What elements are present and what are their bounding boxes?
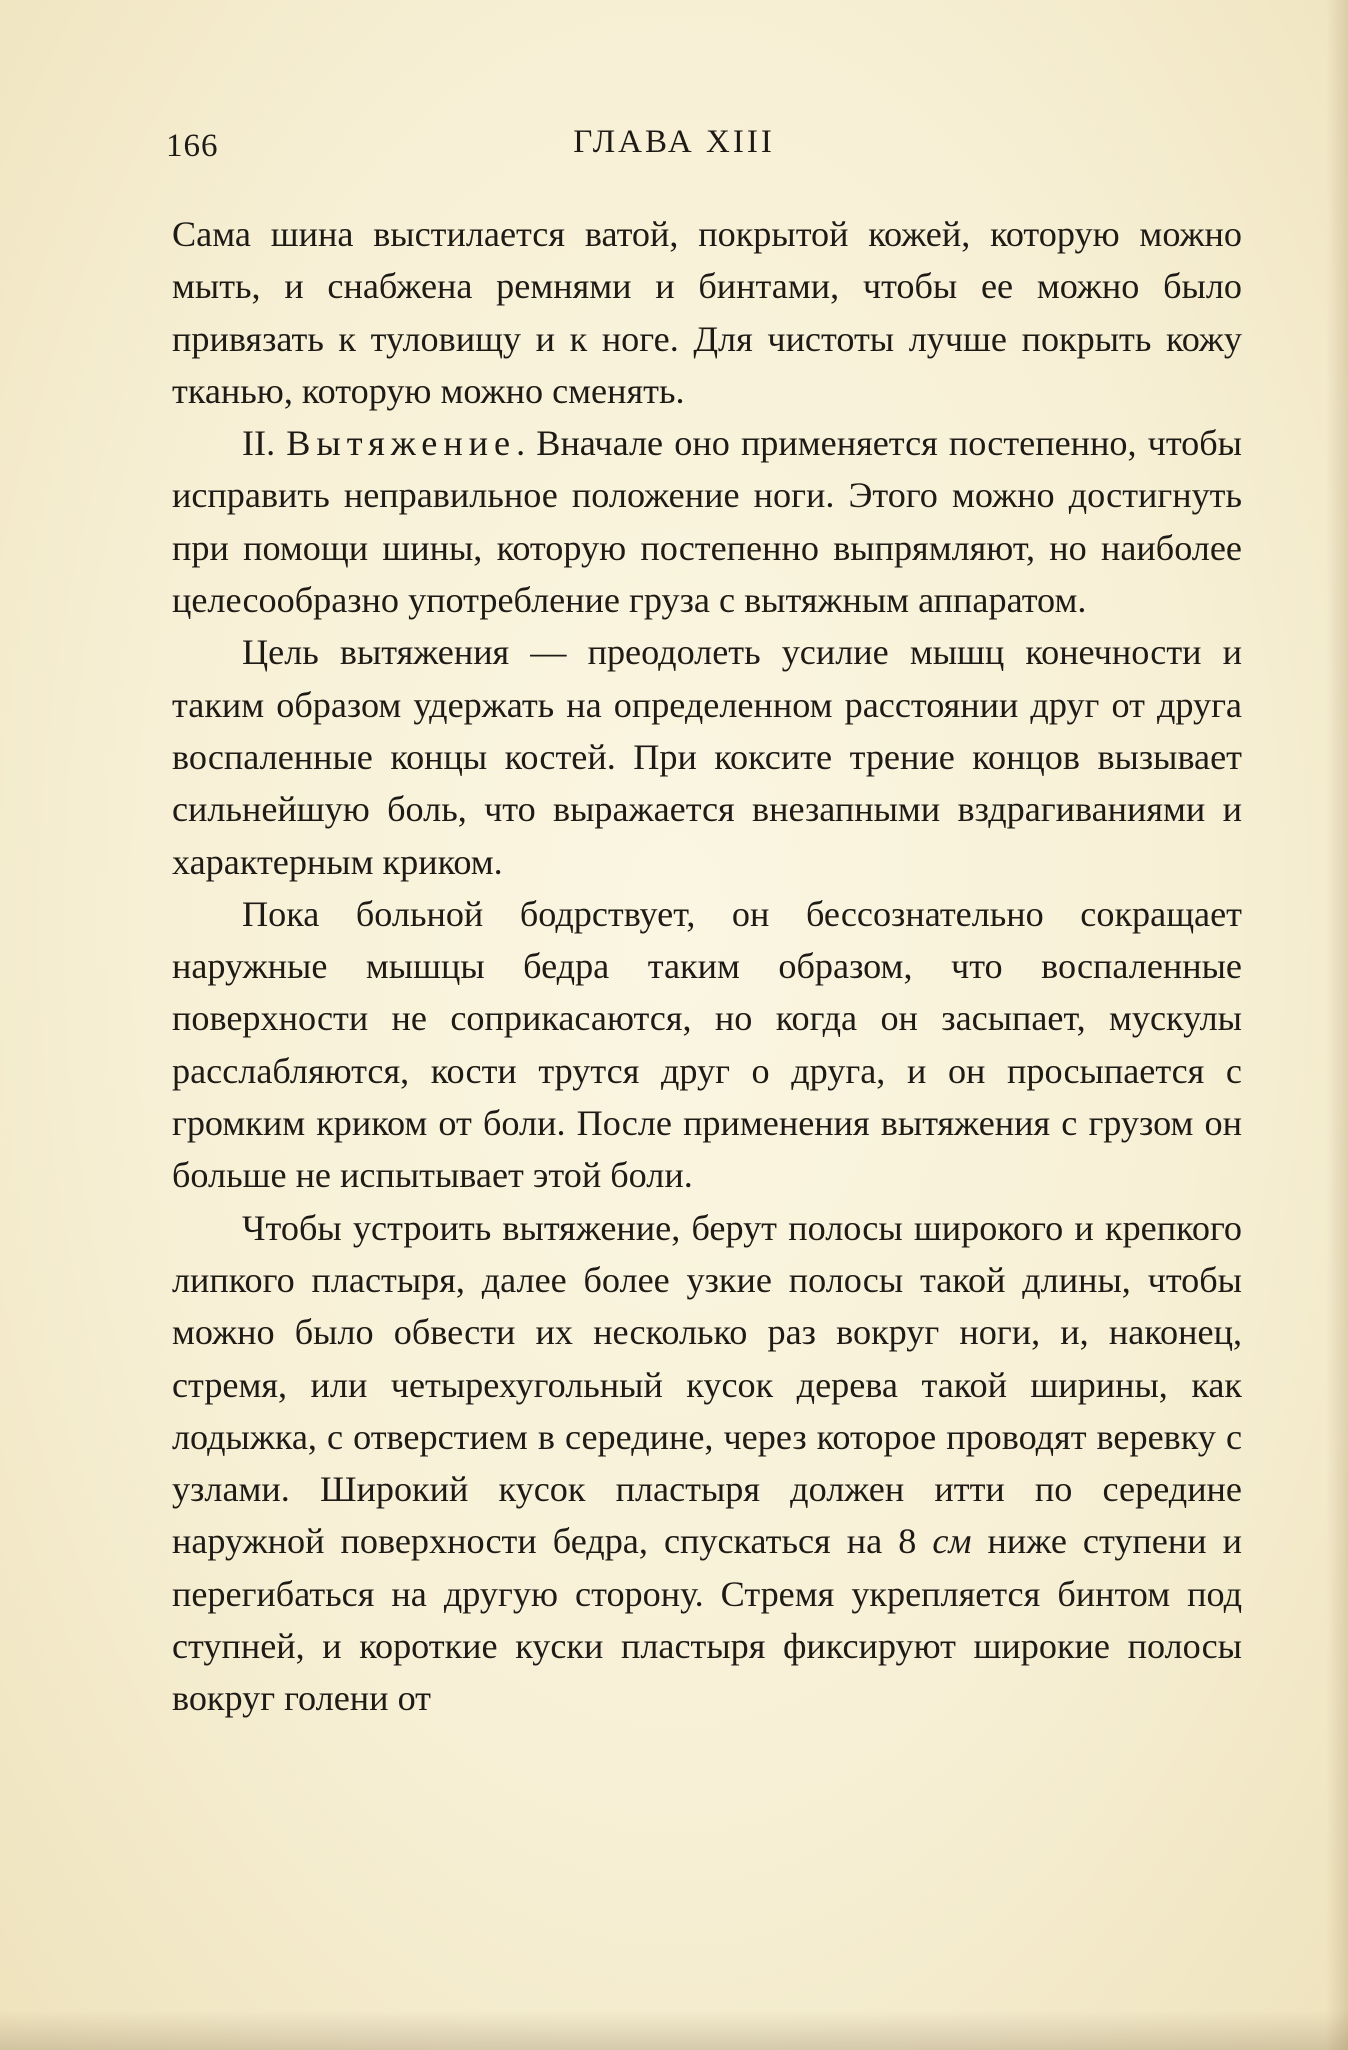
- section-heading-traction: Вытяжение: [286, 423, 517, 464]
- paragraph-setup-text-end: ниже ступени и перегибаться на другую сторону. Стремя укрепляется бинтом под ступней, и короткие куски пластыря фиксируют широкие полосы вокруг голени от: [172, 1521, 1242, 1719]
- paragraph-setup-traction: [172, 1202, 1242, 1725]
- unit-cm: см: [932, 1521, 972, 1562]
- paragraph-splint-lining: Сама шина выстилается ватой, покрытой кожей, которую можно мыть, и снабжена ремнями и бинтами, чтобы ее можно было привязать к туловищу и к ноге. Для чистоты лучше покрыть кожу тканью, которую можно сменять.: [172, 214, 1242, 411]
- paragraph-purpose-of-traction: Цель вытяжения — преодолеть усилие мышц конечности и таким образом удержать на определенном расстоянии друг от друга воспаленные концы костей. При кокситe трение концов вызывает сильнейшую боль, что выражается внезапными вздрагиваниями и характерным криком.: [172, 632, 1242, 882]
- running-head: [166, 120, 1182, 170]
- body-text: [172, 208, 1242, 1725]
- chapter-title: ГЛАВА XIII: [573, 124, 775, 160]
- section-number: II.: [242, 423, 287, 464]
- paragraph-traction: [172, 417, 1242, 626]
- paragraph-patient-awake: Пока больной бодрствует, он бессознательно сокращает наружные мышцы бедра таким образом, что воспаленные поверхности не соприкасаются, но когда он засыпает, мускулы расслабляются, кости трутся друг о друга, и он просыпается с громким криком от боли. После применения вытяжения с грузом он больше не испытывает этой боли.: [172, 893, 1242, 1196]
- paragraph-traction-text: . Вначале оно применяется постепенно, чтобы исправить неправильное положение ноги. Этого можно достигнуть при помощи шины, которую постепенно выпрямляют, но наиболее целесообразно употребление груза с вытяжным аппаратом.: [172, 423, 1242, 621]
- page-number: 166: [166, 128, 219, 164]
- paragraph-setup-text-start: Чтобы устроить вытяжение, берут полосы широкого и крепкого липкого пластыря, далее более узкие полосы такой длины, чтобы можно было обвести их несколько раз вокруг ноги, и, наконец, стремя, или четырехугольный кусок дерева такой ширины, как лодыжка, с отверстием в середине, через которое проводят веревку с узлами. Широкий кусок пластыря должен итти по середине наружной поверхности бедра, спускаться на 8: [172, 1207, 1242, 1562]
